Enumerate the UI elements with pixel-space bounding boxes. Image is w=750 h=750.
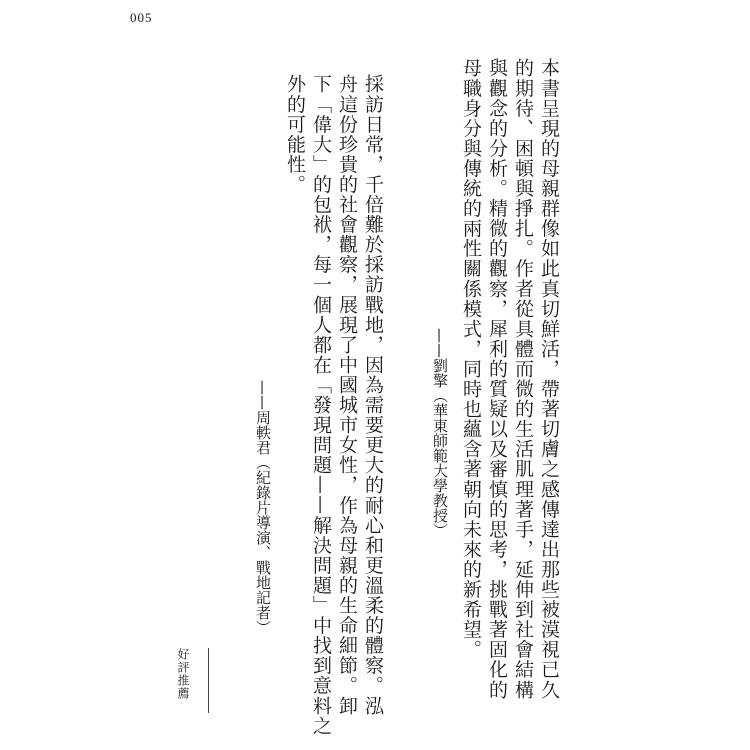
review2-line-2: 舟這份珍貴的社會觀察，展現了中國城市女性，作為母親的生命細節。卸: [336, 74, 358, 716]
review2-line-3: 下「偉大」的包袱，每一個人都在「發現問題——解決問題」中找到意料之: [310, 74, 332, 736]
section-divider: [208, 648, 209, 713]
review1-line-3: 與觀念的分析。精微的觀察，犀利的質疑以及審慎的思考，挑戰著固化的: [486, 58, 508, 700]
review2-attribution: ——周軼君（紀錄片導演、戰地記者）: [254, 380, 272, 635]
review1-line-2: 的期待、困頓與掙扎。作者從具體而微的生活肌理著手，延伸到社會結構: [512, 58, 534, 700]
review2-line-1: 採訪日常，千倍難於採訪戰地，因為需要更大的耐心和更溫柔的體察。泓: [362, 74, 384, 716]
review1-line-4: 母職身分與傳統的兩性關係模式，同時也蘊含著朝向未來的新希望。: [460, 58, 482, 660]
review1-attribution: ——劉擎（華東師範大學教授）: [431, 328, 449, 538]
review2-line-4: 外的可能性。: [284, 74, 306, 195]
page-number: 005: [130, 10, 153, 25]
section-label: 好評推薦: [176, 648, 190, 700]
review1-line-1: 本書呈現的母親群像如此真切鮮活，帶著切膚之感傳達出那些被漠視已久: [538, 58, 560, 700]
